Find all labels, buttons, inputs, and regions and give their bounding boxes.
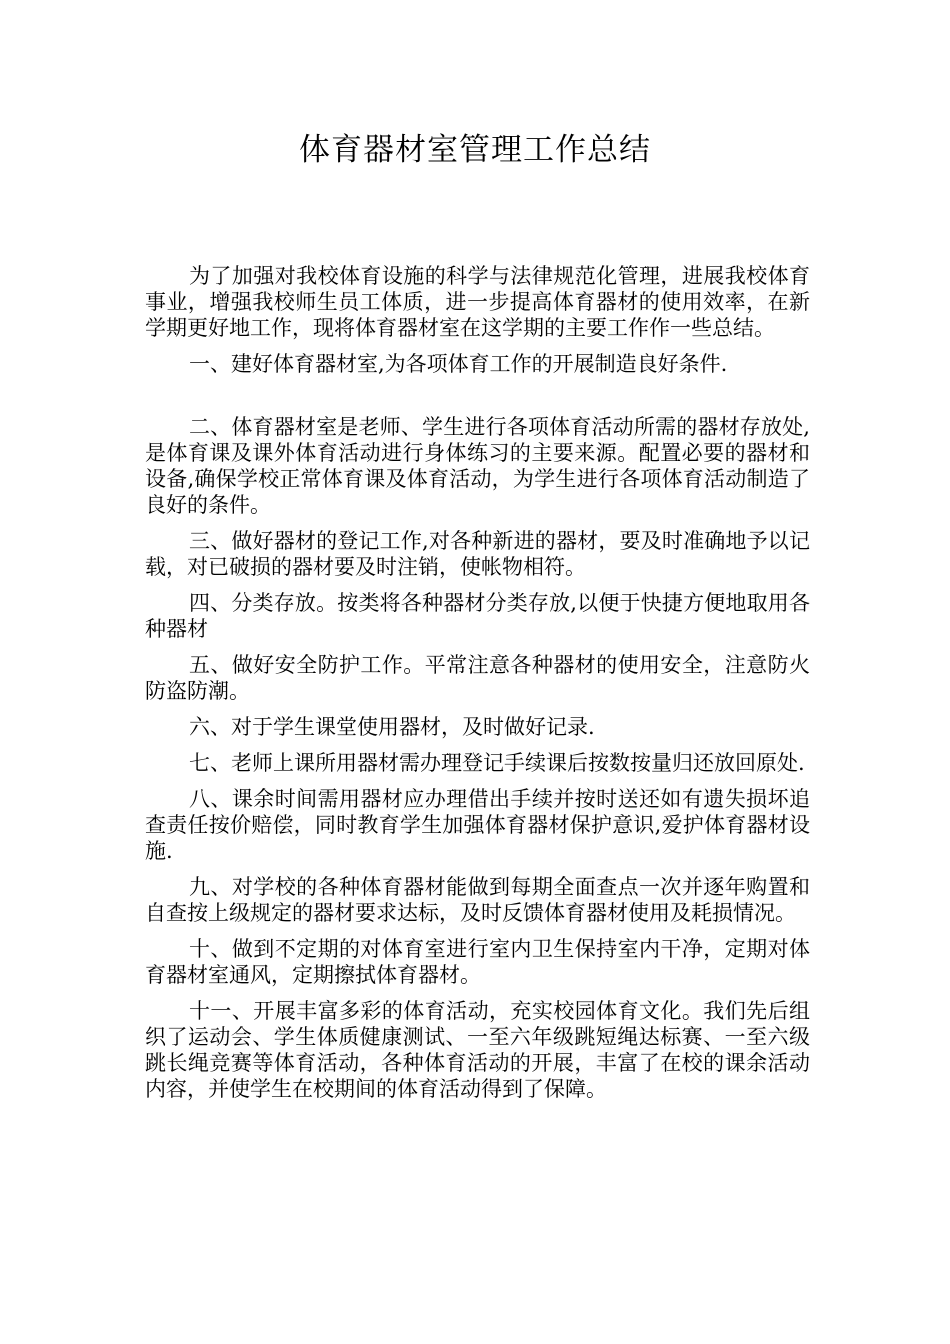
section-8-paragraph: 八、课余时间需用器材应办理借出手续并按时送还如有遗失损坏追查责任按价赔偿，同时教育学生加强体育器材保护意识,爱护体育器材设施. xyxy=(145,787,810,863)
document-title: 体育器材室管理工作总结 xyxy=(299,132,651,168)
section-11-paragraph: 十一、开展丰富多彩的体育活动，充实校园体育文化。我们先后组织了运动会、学生体质健康测试、一至六年级跳短绳达标赛、一至六级跳长绳竞赛等体育活动，各种体育活动的开展，丰富了在校的课余活动内容，并使学生在校期间的体育活动得到了保障。 xyxy=(145,999,810,1101)
section-9-paragraph: 九、对学校的各种体育器材能做到每期全面查点一次并逐年购置和自查按上级规定的器材要求达标，及时反馈体育器材使用及耗损情况。 xyxy=(145,875,810,925)
section-5-paragraph: 五、做好安全防护工作。平常注意各种器材的使用安全，注意防火防盗防潮。 xyxy=(145,653,810,703)
section-3-paragraph: 三、做好器材的登记工作,对各种新进的器材，要及时准确地予以记载，对已破损的器材要及时注销，使帐物相符。 xyxy=(145,529,810,579)
section-1-paragraph: 一、建好体育器材室,为各项体育工作的开展制造良好条件. xyxy=(189,352,728,376)
section-4-paragraph: 四、分类存放。按类将各种器材分类存放,以便于快捷方便地取用各种器材 xyxy=(145,591,810,641)
section-6-paragraph: 六、对于学生课堂使用器材，及时做好记录. xyxy=(189,715,595,739)
section-10-paragraph: 十、做到不定期的对体育室进行室内卫生保持室内干净，定期对体育器材室通风，定期擦拭体育器材。 xyxy=(145,937,810,987)
section-2-paragraph: 二、体育器材室是老师、学生进行各项体育活动所需的器材存放处,是体育课及课外体育活动进行身体练习的主要来源。配置必要的器材和设备,确保学校正常体育课及体育活动，为学生进行各项体育活动制造了良好的条件。 xyxy=(145,415,810,517)
intro-paragraph: 为了加强对我校体育设施的科学与法律规范化管理，进展我校体育事业，增强我校师生员工体质，进一步提高体育器材的使用效率，在新学期更好地工作，现将体育器材室在这学期的主要工作作一些总结。 xyxy=(145,264,810,340)
document-body xyxy=(145,263,810,1102)
section-7-paragraph: 七、老师上课所用器材需办理登记手续课后按数按量归还放回原处. xyxy=(189,751,805,775)
